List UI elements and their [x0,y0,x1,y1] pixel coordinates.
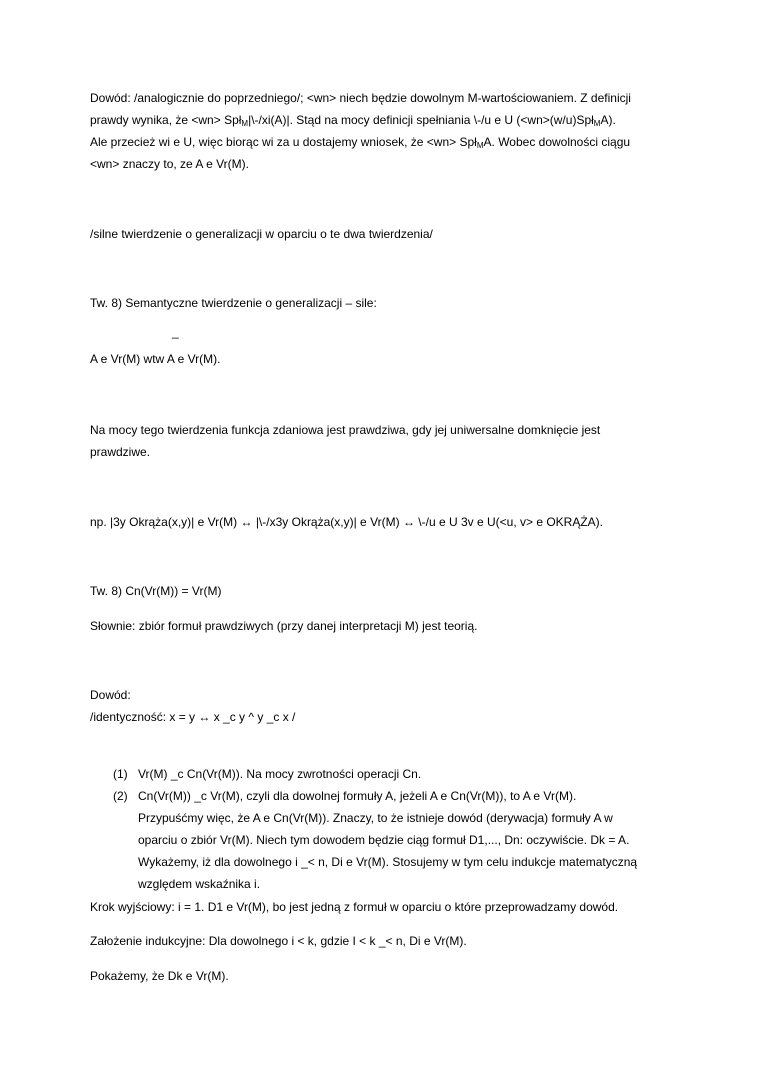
subscript-m: M [593,119,601,128]
tw8-formula [90,352,220,367]
list-2-line-1: Cn(Vr(M)) _c Vr(M), czyli dla dowolnej formuły A, jeżeli A e Cn(Vr(M)), to A e Vr(M). [138,789,577,803]
list-number-2: (2) [113,789,128,803]
overbar-mark: _ [172,325,179,339]
proof2-title [90,688,131,703]
proof1-line1-text: Dowód: /analogicznie do poprzedniego/; <wn> niech będzie dowolnym M-wartościowaniem. Z definicji [90,91,631,105]
tw8-title-text: Tw. 8) Semantyczne twierdzenie o generalizacji – sile: [90,296,377,310]
list-1-line-1: Vr(M) _c Cn(Vr(M)). Na mocy zwrotności operacji Cn. [138,767,422,781]
list-item-number [113,767,128,782]
proof2-title-text: Dowód: [90,688,131,702]
example-line [90,515,603,530]
list-item-text [138,833,629,848]
na-mocy-line1-text: Na mocy tego twierdzenia funkcja zdaniowa jest prawdziwa, gdy jej uniwersalne domknięcie jest [90,423,601,437]
list-item-number [113,789,128,804]
list-item-text [138,789,576,804]
identity-line [90,710,295,725]
pokazemy-line [90,969,229,984]
na-mocy-line1 [90,423,600,438]
list-item-text [138,767,421,782]
list-item-text [138,877,260,892]
slownie-line [90,619,477,634]
example-text: np. |3y Okrąża(x,y)| e Vr(M) ↔ |\-/x3y Okrąża(x,y)| e Vr(M) ↔ \-/u e U 3v e U(<u, v> e OKRĄŻA). [90,515,604,529]
slownie-text: Słownie: zbiór formuł prawdziwych (przy danej interpretacji M) jest teorią. [90,619,478,633]
list-number-1: (1) [113,767,128,781]
proof1-line4-text: <wn> znaczy to, ze A e Vr(M). [90,157,249,171]
krok-line [90,900,618,915]
na-mocy-line2-text: prawdziwe. [90,445,151,459]
proof1-line3-a: Ale przecież wi e U, więc biorąc wi za u dostajemy wniosek, że <wn> Spł [90,135,477,149]
silne-note [90,227,433,242]
na-mocy-line2 [90,445,150,460]
proof1-line2-c: A). [600,113,616,127]
list-2-line-3: oparciu o zbiór Vr(M). Niech tym dowodem będzie ciąg formuł D1,..., Dn: oczywiście. Dk = A. [138,833,630,847]
tw8-formula-text: A e Vr(M) wtw A e Vr(M). [90,352,221,366]
tw8-title [90,296,377,311]
list-item-text [138,811,613,826]
proof1-line3-b: A. Wobec dowolności ciągu [483,135,631,149]
list-2-line-4: Wykażemy, iż dla dowolnego i _< n, Di e Vr(M). Stosujemy w tym celu indukcje matematyczną [138,855,638,869]
pokazemy-text: Pokażemy, że Dk e Vr(M). [90,969,229,983]
list-item-text [138,855,637,870]
list-2-line-5: względem wskaźnika i. [138,877,261,891]
proof1-line2-b: |\-/xi(A)|. Stąd na mocy definicji spełniania \-/u e U (<wn>(w/u)Spł [248,113,594,127]
list-2-line-2: Przypuśćmy więc, że A e Cn(Vr(M)). Znaczy, to że istnieje dowód (derywacja) formuły A w [138,811,613,825]
identity-text: /identyczność: x = y ↔ x _c y ^ y _c x / [90,710,296,724]
subscript-m: M [241,119,249,128]
proof1-line3 [90,135,630,150]
tw8-overbar [172,325,179,340]
tw8b-title [90,584,221,599]
proof1-line4 [90,157,249,172]
proof1-line2-a: prawdy wynika, że <wn> Spł [90,113,242,127]
krok-text: Krok wyjściowy: i = 1. D1 e Vr(M), bo jest jedną z formuł w oparciu o które przeprowadzamy dowód. [90,900,619,914]
subscript-m: M [476,141,484,150]
zalozenie-text: Założenie indukcyjne: Dla dowolnego i < k, gdzie I < k _< n, Di e Vr(M). [90,934,467,948]
zalozenie-line [90,934,467,949]
proof1-line1 [90,91,631,106]
silne-note-text: /silne twierdzenie o generalizacji w oparciu o te dwa twierdzenia/ [90,227,433,241]
tw8b-title-text: Tw. 8) Cn(Vr(M)) = Vr(M) [90,584,222,598]
proof1-line2 [90,113,616,128]
